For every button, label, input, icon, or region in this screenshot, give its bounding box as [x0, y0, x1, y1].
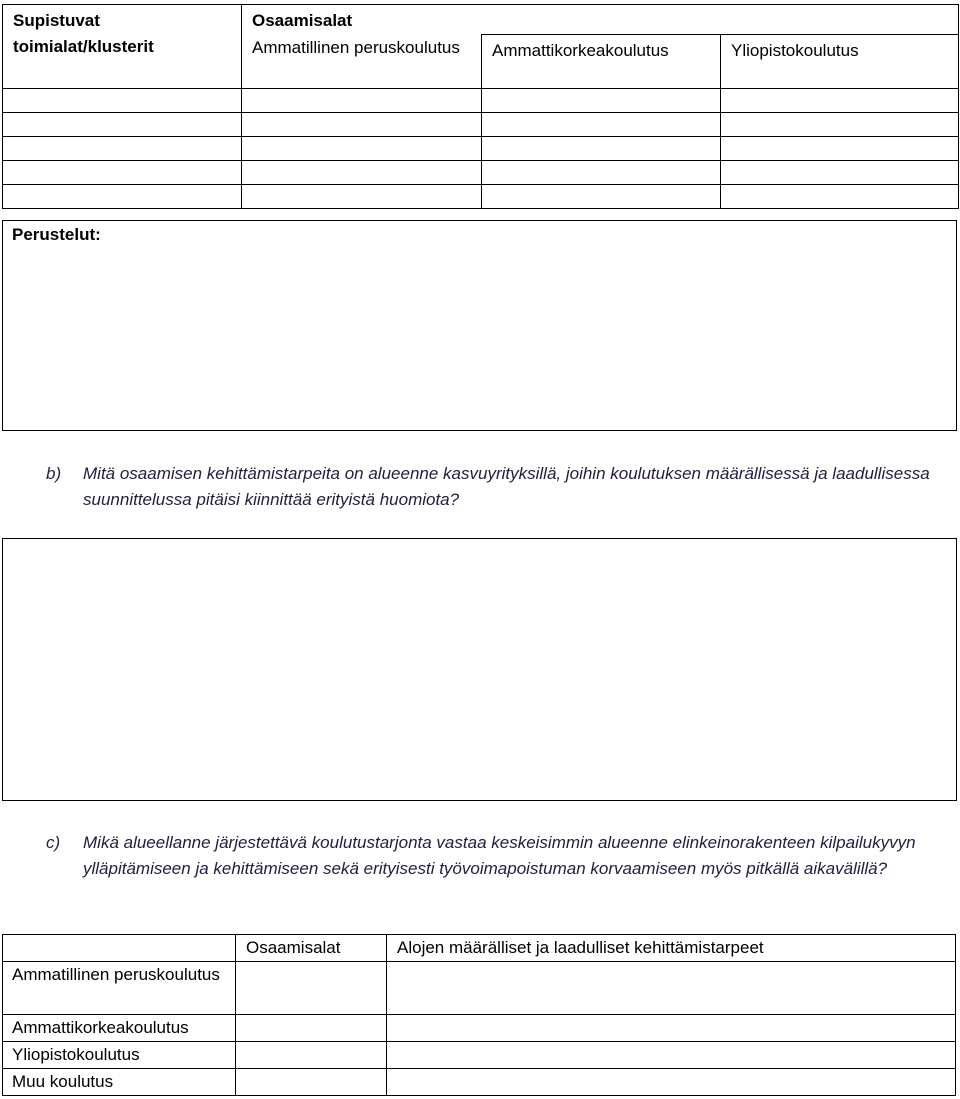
table-cell[interactable]	[242, 136, 482, 160]
table-cell[interactable]	[3, 136, 242, 160]
perustelut-answer-box[interactable]	[2, 220, 957, 431]
table-cell[interactable]	[721, 136, 959, 160]
education-needs-table	[2, 934, 956, 1096]
question-b	[46, 461, 946, 513]
perustelut-label: Perustelut:	[12, 225, 101, 244]
header-empty	[3, 935, 236, 962]
table-header-row	[3, 935, 956, 962]
table-row	[3, 1069, 956, 1096]
table-cell[interactable]	[3, 184, 242, 208]
row-yliopistokoulutus: Yliopistokoulutus	[3, 1042, 236, 1069]
table-cell[interactable]	[721, 184, 959, 208]
table-row	[3, 962, 956, 1015]
table-cell[interactable]	[482, 88, 721, 112]
table-cell[interactable]	[387, 1042, 956, 1069]
table-cell[interactable]	[482, 136, 721, 160]
question-b-text: Mitä osaamisen kehittämistarpeita on alueenne kasvuyrityksillä, joihin koulutuksen määrällisessä ja laadullisessa suunnittelussa pitäisi kiinnittää erityistä huomiota?	[83, 464, 930, 509]
table-row	[3, 160, 959, 184]
table-cell[interactable]	[721, 88, 959, 112]
question-b-letter: b)	[46, 464, 62, 483]
table-cell[interactable]	[242, 184, 482, 208]
table-row	[3, 112, 959, 136]
header-supistuvat-toimialat: Supistuvat toimialat/klusterit	[3, 5, 242, 89]
table-cell[interactable]	[236, 1042, 387, 1069]
question-c-letter: c)	[46, 833, 61, 852]
table-cell[interactable]	[242, 112, 482, 136]
header-yliopistokoulutus: Yliopistokoulutus	[721, 35, 959, 89]
header-ammattikorkeakoulutus: Ammattikorkeakoulutus	[482, 35, 721, 89]
table-cell[interactable]	[242, 160, 482, 184]
industry-competence-table	[2, 4, 959, 209]
table-row	[3, 1042, 956, 1069]
table-cell[interactable]	[3, 112, 242, 136]
header-osaamisalat	[242, 5, 959, 35]
table-cell[interactable]	[721, 112, 959, 136]
table-row	[3, 88, 959, 112]
row-ammatillinen-peruskoulutus: Ammatillinen peruskoulutus	[3, 962, 236, 1015]
table-cell[interactable]	[482, 160, 721, 184]
header-kehittamistarpeet: Alojen määrälliset ja laadulliset kehittämistarpeet	[387, 935, 956, 962]
row-muu-koulutus: Muu koulutus	[3, 1069, 236, 1096]
table-cell[interactable]	[482, 184, 721, 208]
table-cell[interactable]	[482, 112, 721, 136]
osaamisalat-label: Osaamisalat	[252, 11, 353, 30]
table-cell[interactable]	[721, 160, 959, 184]
table-cell[interactable]	[236, 962, 387, 1015]
header-osaamisalat: Osaamisalat	[236, 935, 387, 962]
table-cell[interactable]	[236, 1015, 387, 1042]
table-cell[interactable]	[387, 1069, 956, 1096]
table-cell[interactable]	[3, 88, 242, 112]
header-ammatillinen-peruskoulutus: Ammatillinen peruskoulutus	[242, 35, 482, 89]
table-cell[interactable]	[387, 1015, 956, 1042]
table-cell[interactable]	[242, 88, 482, 112]
table-cell[interactable]	[387, 962, 956, 1015]
table-cell[interactable]	[3, 160, 242, 184]
table-row	[3, 1015, 956, 1042]
question-c-text: Mikä alueellanne järjestettävä koulutustarjonta vastaa keskeisimmin alueenne elinkeinorakenteen kilpailukyvyn ylläpitämiseen ja kehittämiseen sekä erityisesti työvoimapoistuman korvaamiseen myös pitkällä aikavälillä?	[83, 833, 916, 878]
table-cell[interactable]	[236, 1069, 387, 1096]
table-row	[3, 136, 959, 160]
table-row	[3, 184, 959, 208]
question-c	[46, 830, 946, 882]
answer-b-box[interactable]	[2, 538, 957, 801]
row-ammattikorkeakoulutus: Ammattikorkeakoulutus	[3, 1015, 236, 1042]
